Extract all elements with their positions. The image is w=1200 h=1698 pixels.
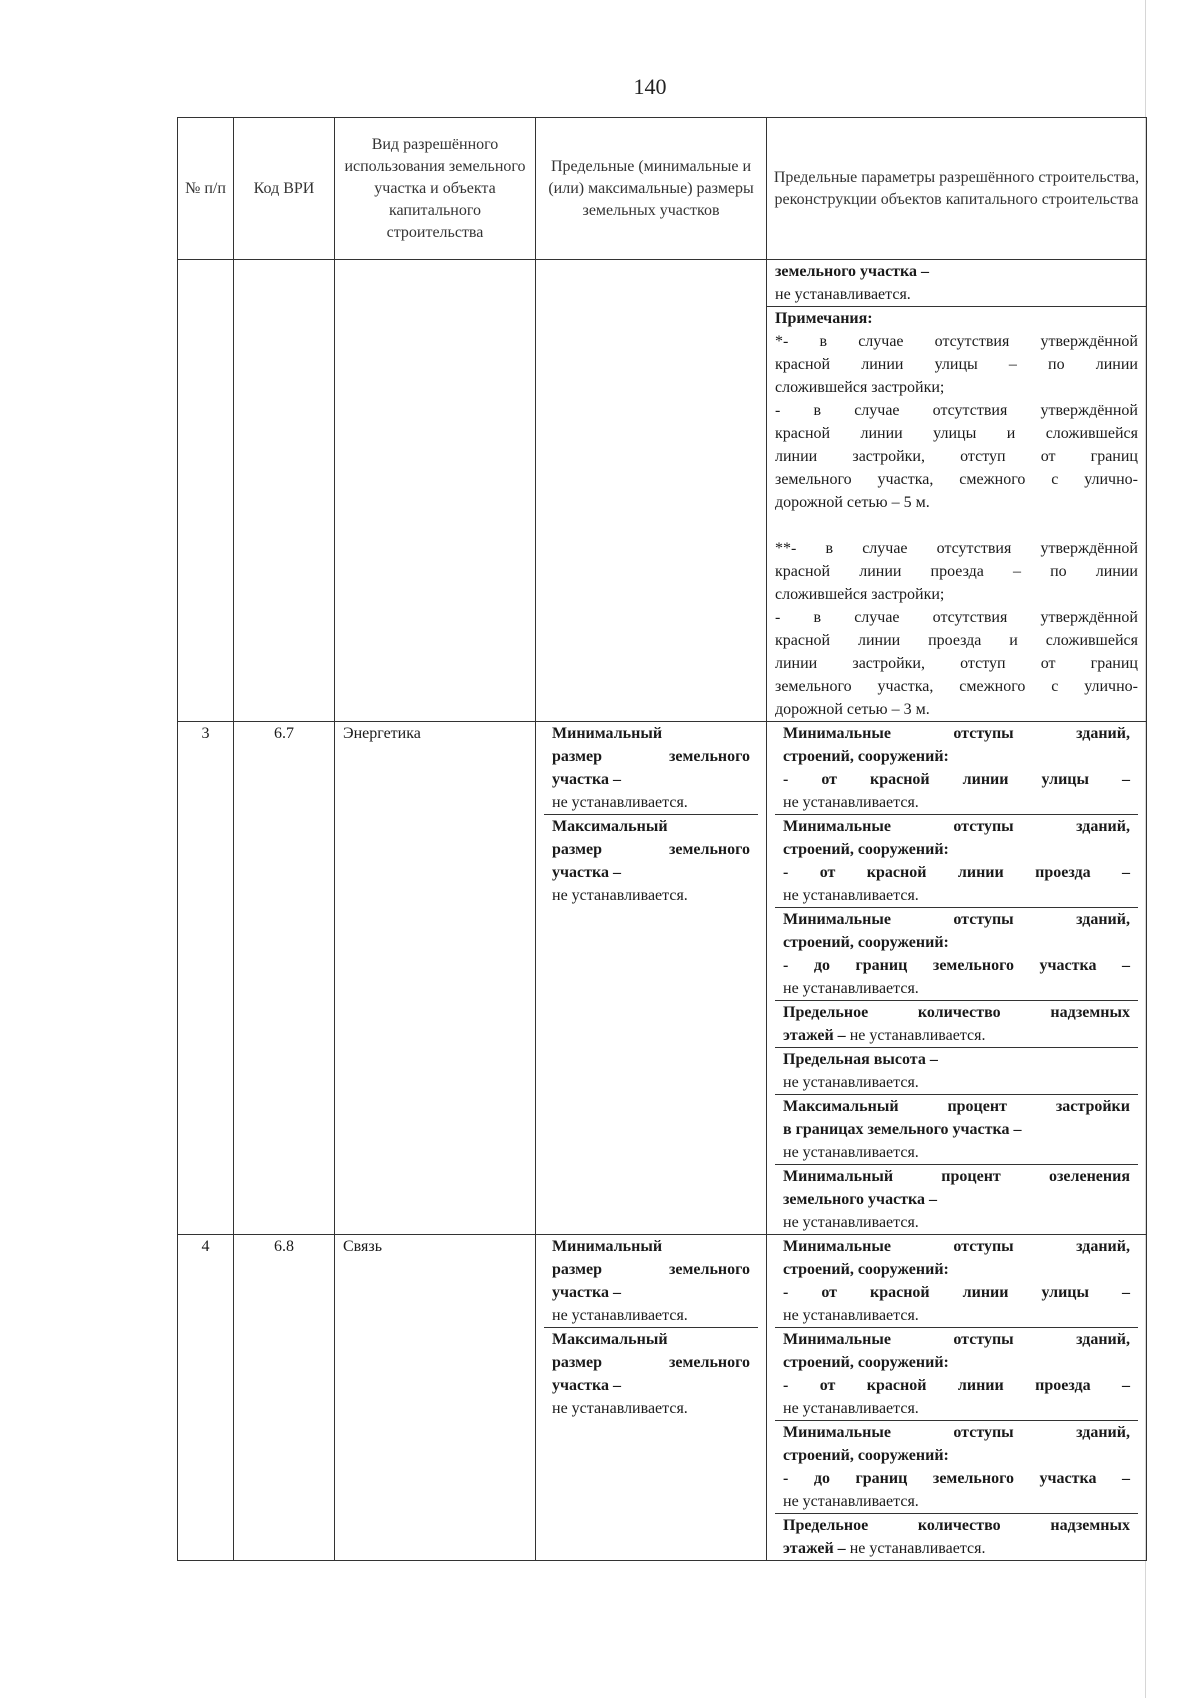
size-value: не устанавливается. <box>552 1307 688 1324</box>
note-line: красной линии проезда и сложившейся <box>775 632 1138 649</box>
param-block <box>775 1047 1138 1094</box>
header-code: Код ВРИ <box>234 118 335 260</box>
note-line: линии застройки, отступ от границ <box>775 655 1138 672</box>
param-line: строений, сооружений: <box>783 841 949 858</box>
param-value: не устанавливается. <box>783 1074 919 1091</box>
size-line: размер земельного <box>552 1261 750 1278</box>
page-number: 140 <box>633 74 667 99</box>
cell-params <box>767 722 1147 1235</box>
param-line: Минимальный процент озеленения <box>783 1168 1130 1185</box>
table-row-continuation <box>178 260 1147 307</box>
size-line: Максимальный <box>552 818 668 835</box>
param-line: строений, сооружений: <box>783 1354 949 1371</box>
param-block <box>775 1513 1138 1560</box>
size-value: не устанавливается. <box>552 794 688 811</box>
param-line: в границах земельного участка – <box>783 1121 1022 1138</box>
note-line: красной линии улицы – по линии <box>775 356 1138 373</box>
cell-num: 3 <box>178 722 234 1235</box>
header-params: Предельные параметры разрешённого строительства, реконструкции объектов капитального строительства <box>767 118 1147 260</box>
note-line: земельного участка, смежного с улично- <box>775 471 1138 488</box>
param-value: не устанавливается. <box>783 1493 919 1510</box>
note-line: - в случае отсутствия утверждённой <box>775 609 1138 626</box>
param-line: Предельная высота – <box>783 1051 938 1068</box>
param-line: строений, сооружений: <box>783 934 949 951</box>
cell-use: Энергетика <box>335 722 536 1235</box>
note-line: сложившейся застройки; <box>775 379 945 396</box>
param-line <box>783 1024 1130 1047</box>
param-line: Максимальный процент застройки <box>783 1098 1130 1115</box>
param-block <box>775 814 1138 907</box>
cell-num-empty <box>178 260 234 722</box>
param-line: Предельное количество надземных <box>783 1517 1130 1534</box>
param-value: не устанавливается. <box>783 887 919 904</box>
param-line <box>783 1537 1130 1560</box>
cell-code-empty <box>234 260 335 722</box>
size-line: Минимальный <box>552 1238 663 1255</box>
table-row-4 <box>178 1235 1147 1561</box>
size-block-max <box>544 1327 758 1420</box>
notes-cell <box>767 307 1147 722</box>
param-value: не устанавливается. <box>783 1307 919 1324</box>
cell-code: 6.8 <box>234 1235 335 1561</box>
param-label: этажей – <box>783 1540 846 1557</box>
size-line: размер земельного <box>552 841 750 858</box>
param-block <box>775 1420 1138 1513</box>
param-line: земельного участка – <box>783 1191 938 1208</box>
cell-use-empty <box>335 260 536 722</box>
param-line: - до границ земельного участка – <box>783 1470 1130 1487</box>
header-sizes: Предельные (минимальные и (или) максимальные) размеры земельных участков <box>536 118 767 260</box>
note-line: дорожной сетью – 3 м. <box>775 701 930 718</box>
param-block <box>775 1164 1138 1234</box>
table-header-row <box>178 118 1147 260</box>
param-value: не устанавливается. <box>849 1027 986 1044</box>
note-line: красной линии проезда – по линии <box>775 563 1138 580</box>
size-line: размер земельного <box>552 748 750 765</box>
cell-use: Связь <box>335 1235 536 1561</box>
param-line: - от красной линии проезда – <box>783 864 1130 881</box>
size-line: Минимальный <box>552 725 663 742</box>
param-lead-label: земельного участка – <box>775 263 930 280</box>
param-line: Минимальные отступы зданий, <box>783 725 1130 742</box>
param-value: не устанавливается. <box>849 1540 986 1557</box>
param-line: Минимальные отступы зданий, <box>783 818 1130 835</box>
param-block <box>775 907 1138 1000</box>
size-block-min <box>544 722 758 814</box>
note-line: - в случае отсутствия утверждённой <box>775 402 1138 419</box>
note-line: **- в случае отсутствия утверждённой <box>775 540 1138 557</box>
size-line: участка – <box>552 1284 621 1301</box>
param-cell-lead <box>767 260 1147 307</box>
param-value: не устанавливается. <box>783 1214 919 1231</box>
size-line: Максимальный <box>552 1331 668 1348</box>
param-lead-value: не устанавливается. <box>775 286 911 303</box>
notes-title: Примечания: <box>775 310 873 327</box>
note-line: линии застройки, отступ от границ <box>775 448 1138 465</box>
note-line: красной линии улицы и сложившейся <box>775 425 1138 442</box>
param-line: - от красной линии проезда – <box>783 1377 1130 1394</box>
cell-code: 6.7 <box>234 722 335 1235</box>
table-row-3 <box>178 722 1147 1235</box>
note-line: дорожной сетью – 5 м. <box>775 494 930 511</box>
param-block <box>775 1235 1138 1327</box>
note-line: земельного участка, смежного с улично- <box>775 678 1138 695</box>
cell-params <box>767 1235 1147 1561</box>
size-block-min <box>544 1235 758 1327</box>
param-label: этажей – <box>783 1027 846 1044</box>
param-line: Минимальные отступы зданий, <box>783 1424 1130 1441</box>
param-block <box>775 1327 1138 1420</box>
size-line: размер земельного <box>552 1354 750 1371</box>
param-value: не устанавливается. <box>783 1400 919 1417</box>
cell-sizes <box>536 722 767 1235</box>
param-line: Минимальные отступы зданий, <box>783 911 1130 928</box>
param-value: не устанавливается. <box>783 980 919 997</box>
param-line: - до границ земельного участка – <box>783 957 1130 974</box>
note-line: *- в случае отсутствия утверждённой <box>775 333 1138 350</box>
cell-sizes <box>536 1235 767 1561</box>
size-value: не устанавливается. <box>552 887 688 904</box>
zoning-table <box>177 117 1147 1561</box>
param-value: не устанавливается. <box>783 794 919 811</box>
param-line: строений, сооружений: <box>783 1261 949 1278</box>
param-line: Минимальные отступы зданий, <box>783 1238 1130 1255</box>
param-line: - от красной линии улицы – <box>783 771 1130 788</box>
cell-sizes-empty <box>536 260 767 722</box>
size-line: участка – <box>552 864 621 881</box>
header-num: № п/п <box>178 118 234 260</box>
param-value: не устанавливается. <box>783 1144 919 1161</box>
size-value: не устанавливается. <box>552 1400 688 1417</box>
size-line: участка – <box>552 771 621 788</box>
param-line: строений, сооружений: <box>783 1447 949 1464</box>
param-line: Предельное количество надземных <box>783 1004 1130 1021</box>
param-line: строений, сооружений: <box>783 748 949 765</box>
note-line: сложившейся застройки; <box>775 586 945 603</box>
header-use: Вид разрешённого использования земельного участка и объекта капитального строительства <box>335 118 536 260</box>
size-block-max <box>544 814 758 907</box>
param-block <box>775 1000 1138 1047</box>
cell-num: 4 <box>178 1235 234 1561</box>
param-block <box>775 1094 1138 1164</box>
param-line: - от красной линии улицы – <box>783 1284 1130 1301</box>
size-line: участка – <box>552 1377 621 1394</box>
param-block <box>775 722 1138 814</box>
param-line: Минимальные отступы зданий, <box>783 1331 1130 1348</box>
